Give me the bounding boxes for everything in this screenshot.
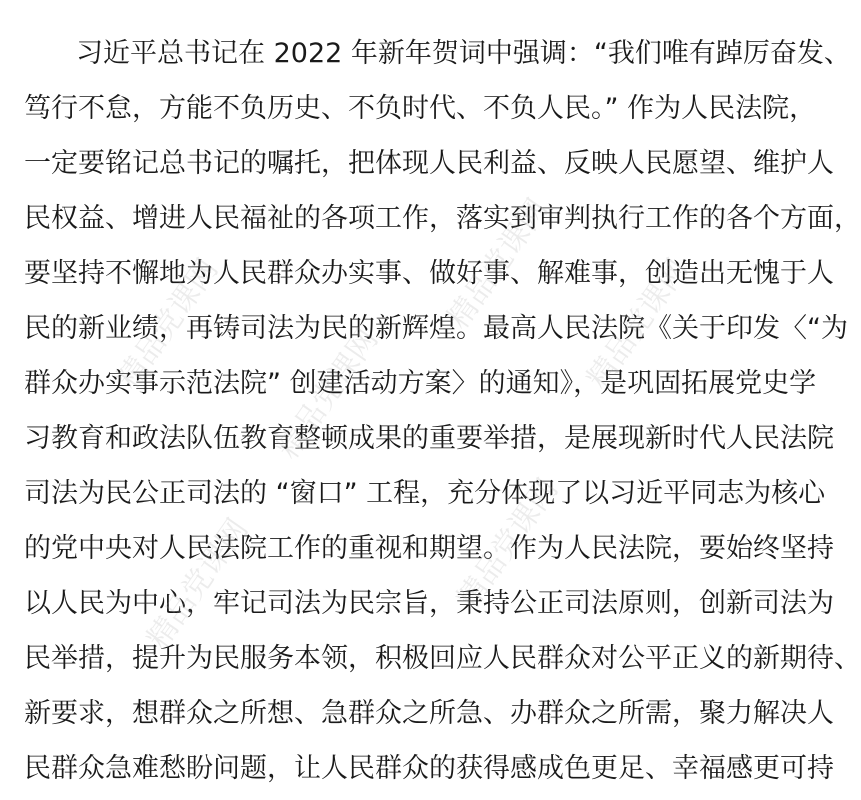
- watermark: 精品党课网: [440, 192, 556, 336]
- paragraph-line-1: 习近平总书记在 2022 年新年贺词中强调：“我们唯有踔厉奋发、: [76, 38, 851, 69]
- paragraph-line-13: 新要求，想群众之所想、急群众之所急、办群众之所需，聚力解决人: [24, 698, 834, 729]
- paragraph-line-12: 民举措，提升为民服务本领，积极回应人民群众对公平正义的新期待、: [24, 643, 861, 674]
- paragraph-line-2: 笃行不怠，方能不负历史、不负时代、不负人民。” 作为人民法院，: [24, 93, 817, 124]
- watermark: 精品党课网: [110, 252, 226, 396]
- paragraph-line-5: 要坚持不懈地为人民群众办实事、做好事、解难事，创造出无愧于人: [24, 258, 834, 289]
- paragraph-line-10: 的党中央对人民法院工作的重视和期望。作为人民法院，要始终坚持: [24, 533, 834, 564]
- paragraph-line-9: 司法为民公正司法的 “窗口” 工程，充分体现了以习近平同志为核心: [24, 478, 826, 509]
- watermark: 精品党课网: [580, 252, 696, 396]
- paragraph-line-14: 民群众急难愁盼问题，让人民群众的获得感成色更足、幸福感更可持: [24, 753, 834, 784]
- paragraph-line-6: 民的新业绩，再铸司法为民的新辉煌。最高人民法院《关于印发〈“为: [24, 313, 848, 344]
- watermark: 精品党课网: [450, 472, 566, 616]
- watermark: 精品党课网: [270, 322, 386, 466]
- paragraph-line-7: 群众办实事示范法院” 创建活动方案〉的通知》，是巩固拓展党史学: [24, 368, 817, 399]
- paragraph-line-3: 一定要铭记总书记的嘱托，把体现人民利益、反映人民愿望、维护人: [24, 148, 834, 179]
- watermark: 精品党课网: [140, 512, 256, 656]
- paragraph-line-4: 民权益、增进人民福祉的各项工作，落实到审判执行工作的各个方面，: [24, 203, 861, 234]
- paragraph-line-8: 习教育和政法队伍教育整顿成果的重要举措，是展现新时代人民法院: [24, 423, 834, 454]
- paragraph-line-11: 以人民为中心，牢记司法为民宗旨，秉持公正司法原则，创新司法为: [24, 588, 834, 619]
